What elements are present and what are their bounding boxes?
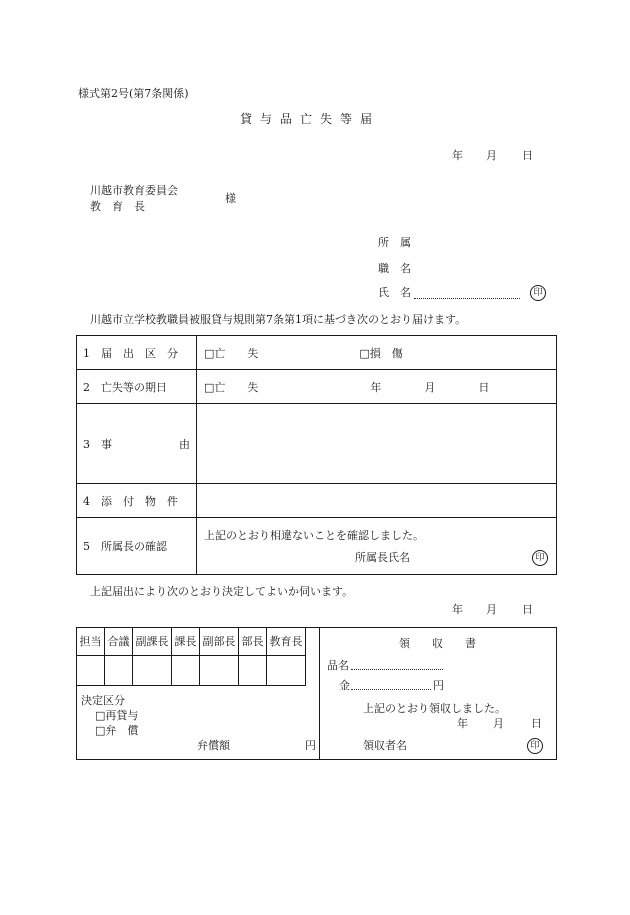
decision-text: 上記届出により次のとおり決定してよいか伺います。 (90, 585, 354, 598)
intro-text: 川越市立学校教職員被服貸与規則第7条第1項に基づき次のとおり届けます。 (90, 313, 467, 326)
stamp-box[interactable] (172, 656, 200, 686)
loss-date-day: 日 (478, 380, 490, 394)
approval-receipt-box (76, 627, 557, 760)
relend-checkbox[interactable]: □再貸与 (95, 709, 139, 722)
addressee-line1: 川越市教育委員会 (90, 184, 178, 197)
stamp-header: 教育長 (267, 628, 306, 656)
row-notification-type (77, 336, 557, 370)
reason-label-start: 3 事 (83, 437, 112, 451)
stamp-header: 担当 (77, 628, 105, 656)
form-number: 様式第2号(第7条関係) (78, 87, 189, 100)
stamp-header-row (77, 628, 306, 656)
receipt-title: 領 収 書 (399, 637, 476, 650)
name-label: 氏 名 (378, 286, 411, 299)
head-name-label: 所属長氏名 (355, 551, 410, 564)
row-reason (77, 404, 557, 484)
receiver-label: 領収者名 (363, 739, 407, 752)
option-loss-date-checkbox[interactable]: □亡 失 (204, 380, 259, 394)
receipt-yen: 円 (433, 679, 444, 692)
date-day: 日 (522, 149, 533, 162)
reason-label-end: 由 (179, 437, 190, 451)
row5-value (197, 518, 557, 575)
stamp-header: 副課長 (133, 628, 172, 656)
receipt-received-text: 上記のとおり領収しました。 (363, 702, 506, 715)
receipt-item-label: 品名 (327, 659, 349, 672)
stamp-header: 課長 (172, 628, 200, 656)
stamp-box[interactable] (105, 656, 133, 686)
position-label: 職 名 (378, 262, 411, 275)
receipt-item-field[interactable] (351, 659, 443, 670)
stamp-header: 部長 (239, 628, 267, 656)
name-field-dots[interactable] (414, 288, 520, 299)
stamp-box[interactable] (77, 656, 105, 686)
compensation-label: 弁償額 (197, 739, 230, 752)
decision-month: 月 (486, 603, 497, 616)
compensation-yen: 円 (305, 739, 316, 752)
stamp-box[interactable] (133, 656, 172, 686)
row1-label: 1 届 出 区 分 (77, 336, 197, 370)
box-divider (319, 628, 320, 759)
addressee-line2: 教 育 長 (90, 200, 145, 213)
row-loss-date (77, 370, 557, 404)
compensate-checkbox[interactable]: □弁 償 (95, 724, 139, 737)
stamp-box-row (77, 656, 306, 686)
stamp-box[interactable] (239, 656, 267, 686)
attachments-field[interactable] (197, 484, 557, 518)
receipt-month: 月 (493, 717, 504, 730)
row2-label: 2 亡失等の期日 (77, 370, 197, 404)
row4-label: 4 添 付 物 件 (77, 484, 197, 518)
loss-date-year: 年 (370, 380, 382, 394)
option-loss-checkbox[interactable]: □亡 失 (204, 346, 259, 360)
receipt-amount-field[interactable] (351, 679, 431, 690)
approval-stamp-table (76, 627, 306, 686)
stamp-box[interactable] (200, 656, 239, 686)
row3-label (77, 404, 197, 484)
addressee-honorific: 様 (225, 192, 236, 205)
option-damage-checkbox[interactable]: □損 傷 (359, 346, 403, 360)
seal-icon: 印 (532, 550, 548, 566)
stamp-header: 副部長 (200, 628, 239, 656)
row-head-confirmation (77, 518, 557, 575)
row-attachments (77, 484, 557, 518)
decision-year: 年 (452, 603, 463, 616)
date-month: 月 (486, 149, 497, 162)
receipt-day: 日 (531, 717, 542, 730)
decision-day: 日 (522, 603, 533, 616)
affiliation-label: 所 属 (378, 236, 411, 249)
row2-value (197, 370, 557, 404)
receipt-amount-label: 金 (339, 679, 350, 692)
receipt-year: 年 (457, 717, 468, 730)
seal-icon: 印 (530, 285, 546, 301)
reason-field[interactable] (197, 404, 557, 484)
page-title: 貸与品亡失等届 (240, 112, 381, 126)
notification-table (76, 335, 557, 575)
seal-icon: 印 (527, 738, 543, 754)
row1-value (197, 336, 557, 370)
row5-label: 5 所属長の確認 (77, 518, 197, 575)
decision-label: 決定区分 (81, 694, 125, 707)
stamp-header: 合議 (105, 628, 133, 656)
loss-date-month: 月 (424, 380, 436, 394)
stamp-box[interactable] (267, 656, 306, 686)
confirm-text: 上記のとおり相違ないことを確認しました。 (204, 529, 424, 542)
date-year: 年 (452, 149, 463, 162)
